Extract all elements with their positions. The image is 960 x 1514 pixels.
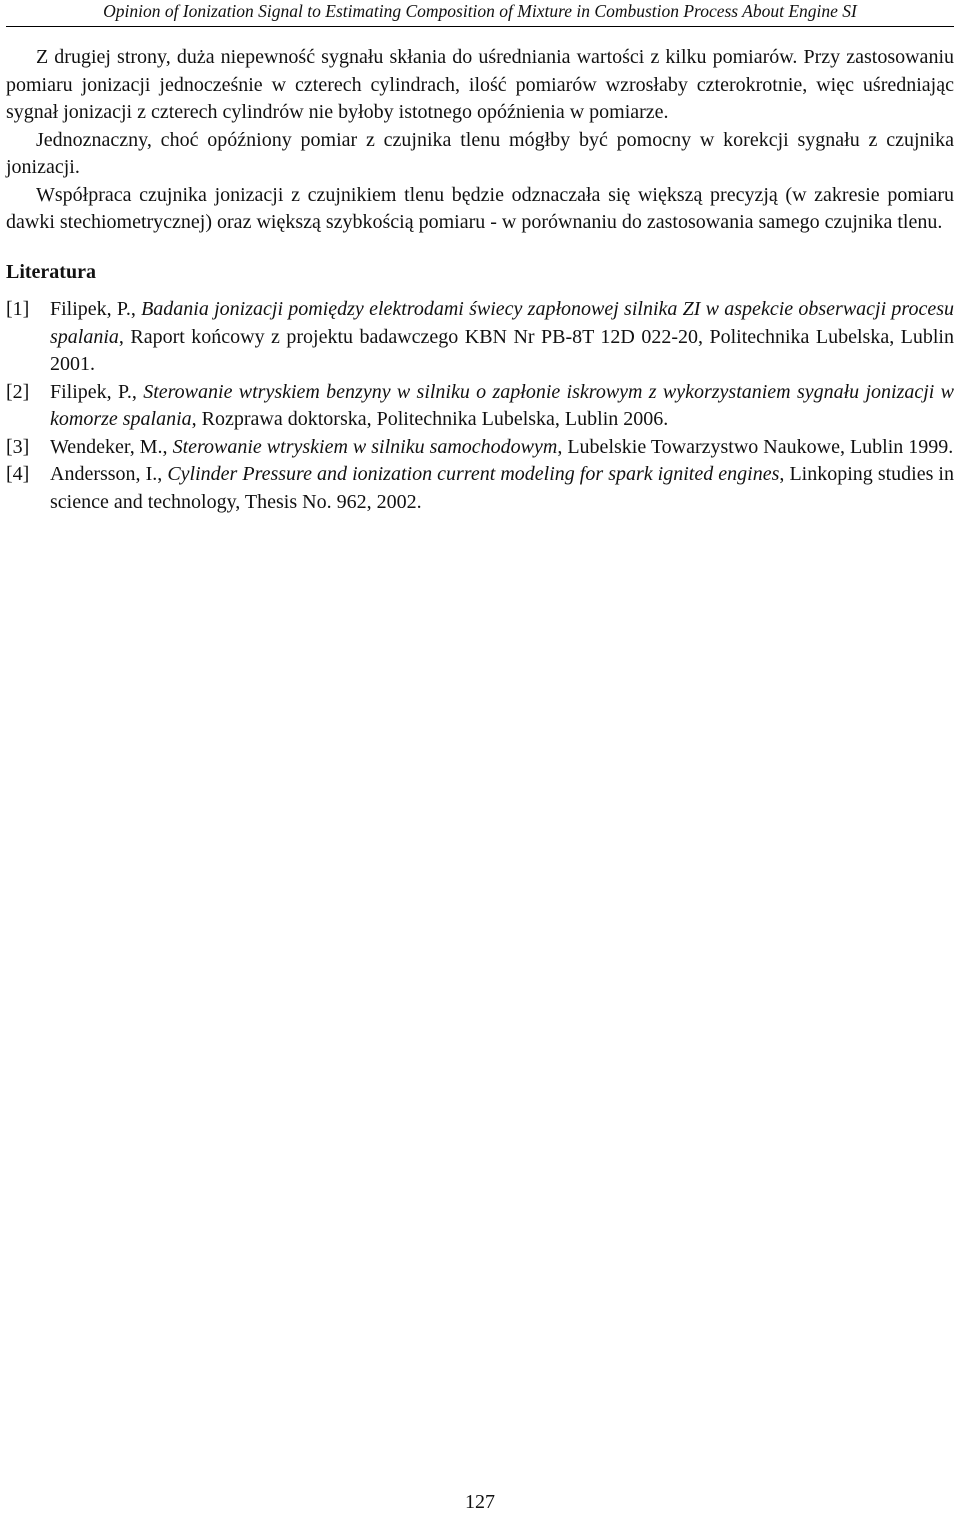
reference-text: [50, 434, 954, 462]
reference-list: [6, 296, 954, 516]
reference-text: [50, 461, 954, 516]
reference-author: Andersson, I.,: [50, 463, 168, 485]
reference-number: [2]: [6, 380, 30, 403]
running-header: Opinion of Ionization Signal to Estimating Composition of Mixture in Combustion Process About Engine SI: [6, 0, 954, 27]
reference-item: [6, 296, 954, 379]
reference-author: Filipek, P.,: [50, 298, 142, 320]
page-number: 127: [465, 1491, 495, 1513]
reference-text: [50, 296, 954, 379]
reference-item: [6, 379, 954, 434]
reference-title: Sterowanie wtryskiem w silniku samochodowym: [172, 435, 558, 458]
reference-title: Sterowanie wtryskiem benzyny w silniku o zapłonie iskrowym z wykorzystaniem sygnału jonizacji w komorze spalania: [50, 380, 954, 430]
reference-details: , Lubelskie Towarzystwo Naukowe, Lublin 1999.: [557, 435, 954, 458]
body-text: [6, 44, 954, 516]
reference-author: Wendeker, M.,: [50, 435, 173, 458]
paragraph: Współpraca czujnika jonizacji z czujnikiem tlenu będzie odznaczała się większą precyzją (w zakresie pomiaru dawki stechiometrycznej) oraz większą szybkością pomiaru - w porównaniu do zastosowania samego czujnika tlenu.: [6, 183, 954, 233]
paragraph: Jednoznaczny, choć opóźniony pomiar z czujnika tlenu mógłby być pomocny w korekcji sygnału z czujnika jonizacji.: [6, 128, 954, 178]
reference-number: [1]: [6, 298, 30, 320]
reference-details: , Rozprawa doktorska, Politechnika Lubelska, Lublin 2006.: [191, 408, 669, 430]
reference-details: , Raport końcowy z projektu badawczego KBN Nr PB-8T 12D 022-20, Politechnika Lubelska, Lublin 2001.: [50, 325, 954, 375]
reference-author: Filipek, P.,: [50, 380, 144, 403]
reference-item: [6, 461, 954, 516]
section-heading-literatura: Literatura: [6, 260, 96, 283]
reference-item: [6, 434, 954, 462]
reference-text: [50, 379, 954, 434]
reference-number: [4]: [6, 463, 30, 485]
reference-details: , Linkoping studies in science and technology, Thesis No. 962, 2002.: [50, 463, 954, 513]
paragraph: Z drugiej strony, duża niepewność sygnału skłania do uśredniania wartości z kilku pomiarów. Przy zastosowaniu pomiaru jonizacji jednocześnie w czterech cylindrach, ilość pomiarów wzrosłaby czterokrotnie, więc uśredniając sygnał jonizacji z czterech cylindrów nie byłoby istotnego opóźnienia w pomiarze.: [6, 46, 954, 123]
reference-title: Badania jonizacji pomiędzy elektrodami świecy zapłonowej silnika ZI w aspekcie obserwacji procesu spalania: [50, 298, 954, 348]
reference-title: Cylinder Pressure and ionization current modeling for spark ignited engines: [167, 463, 780, 485]
reference-number: [3]: [6, 435, 30, 458]
